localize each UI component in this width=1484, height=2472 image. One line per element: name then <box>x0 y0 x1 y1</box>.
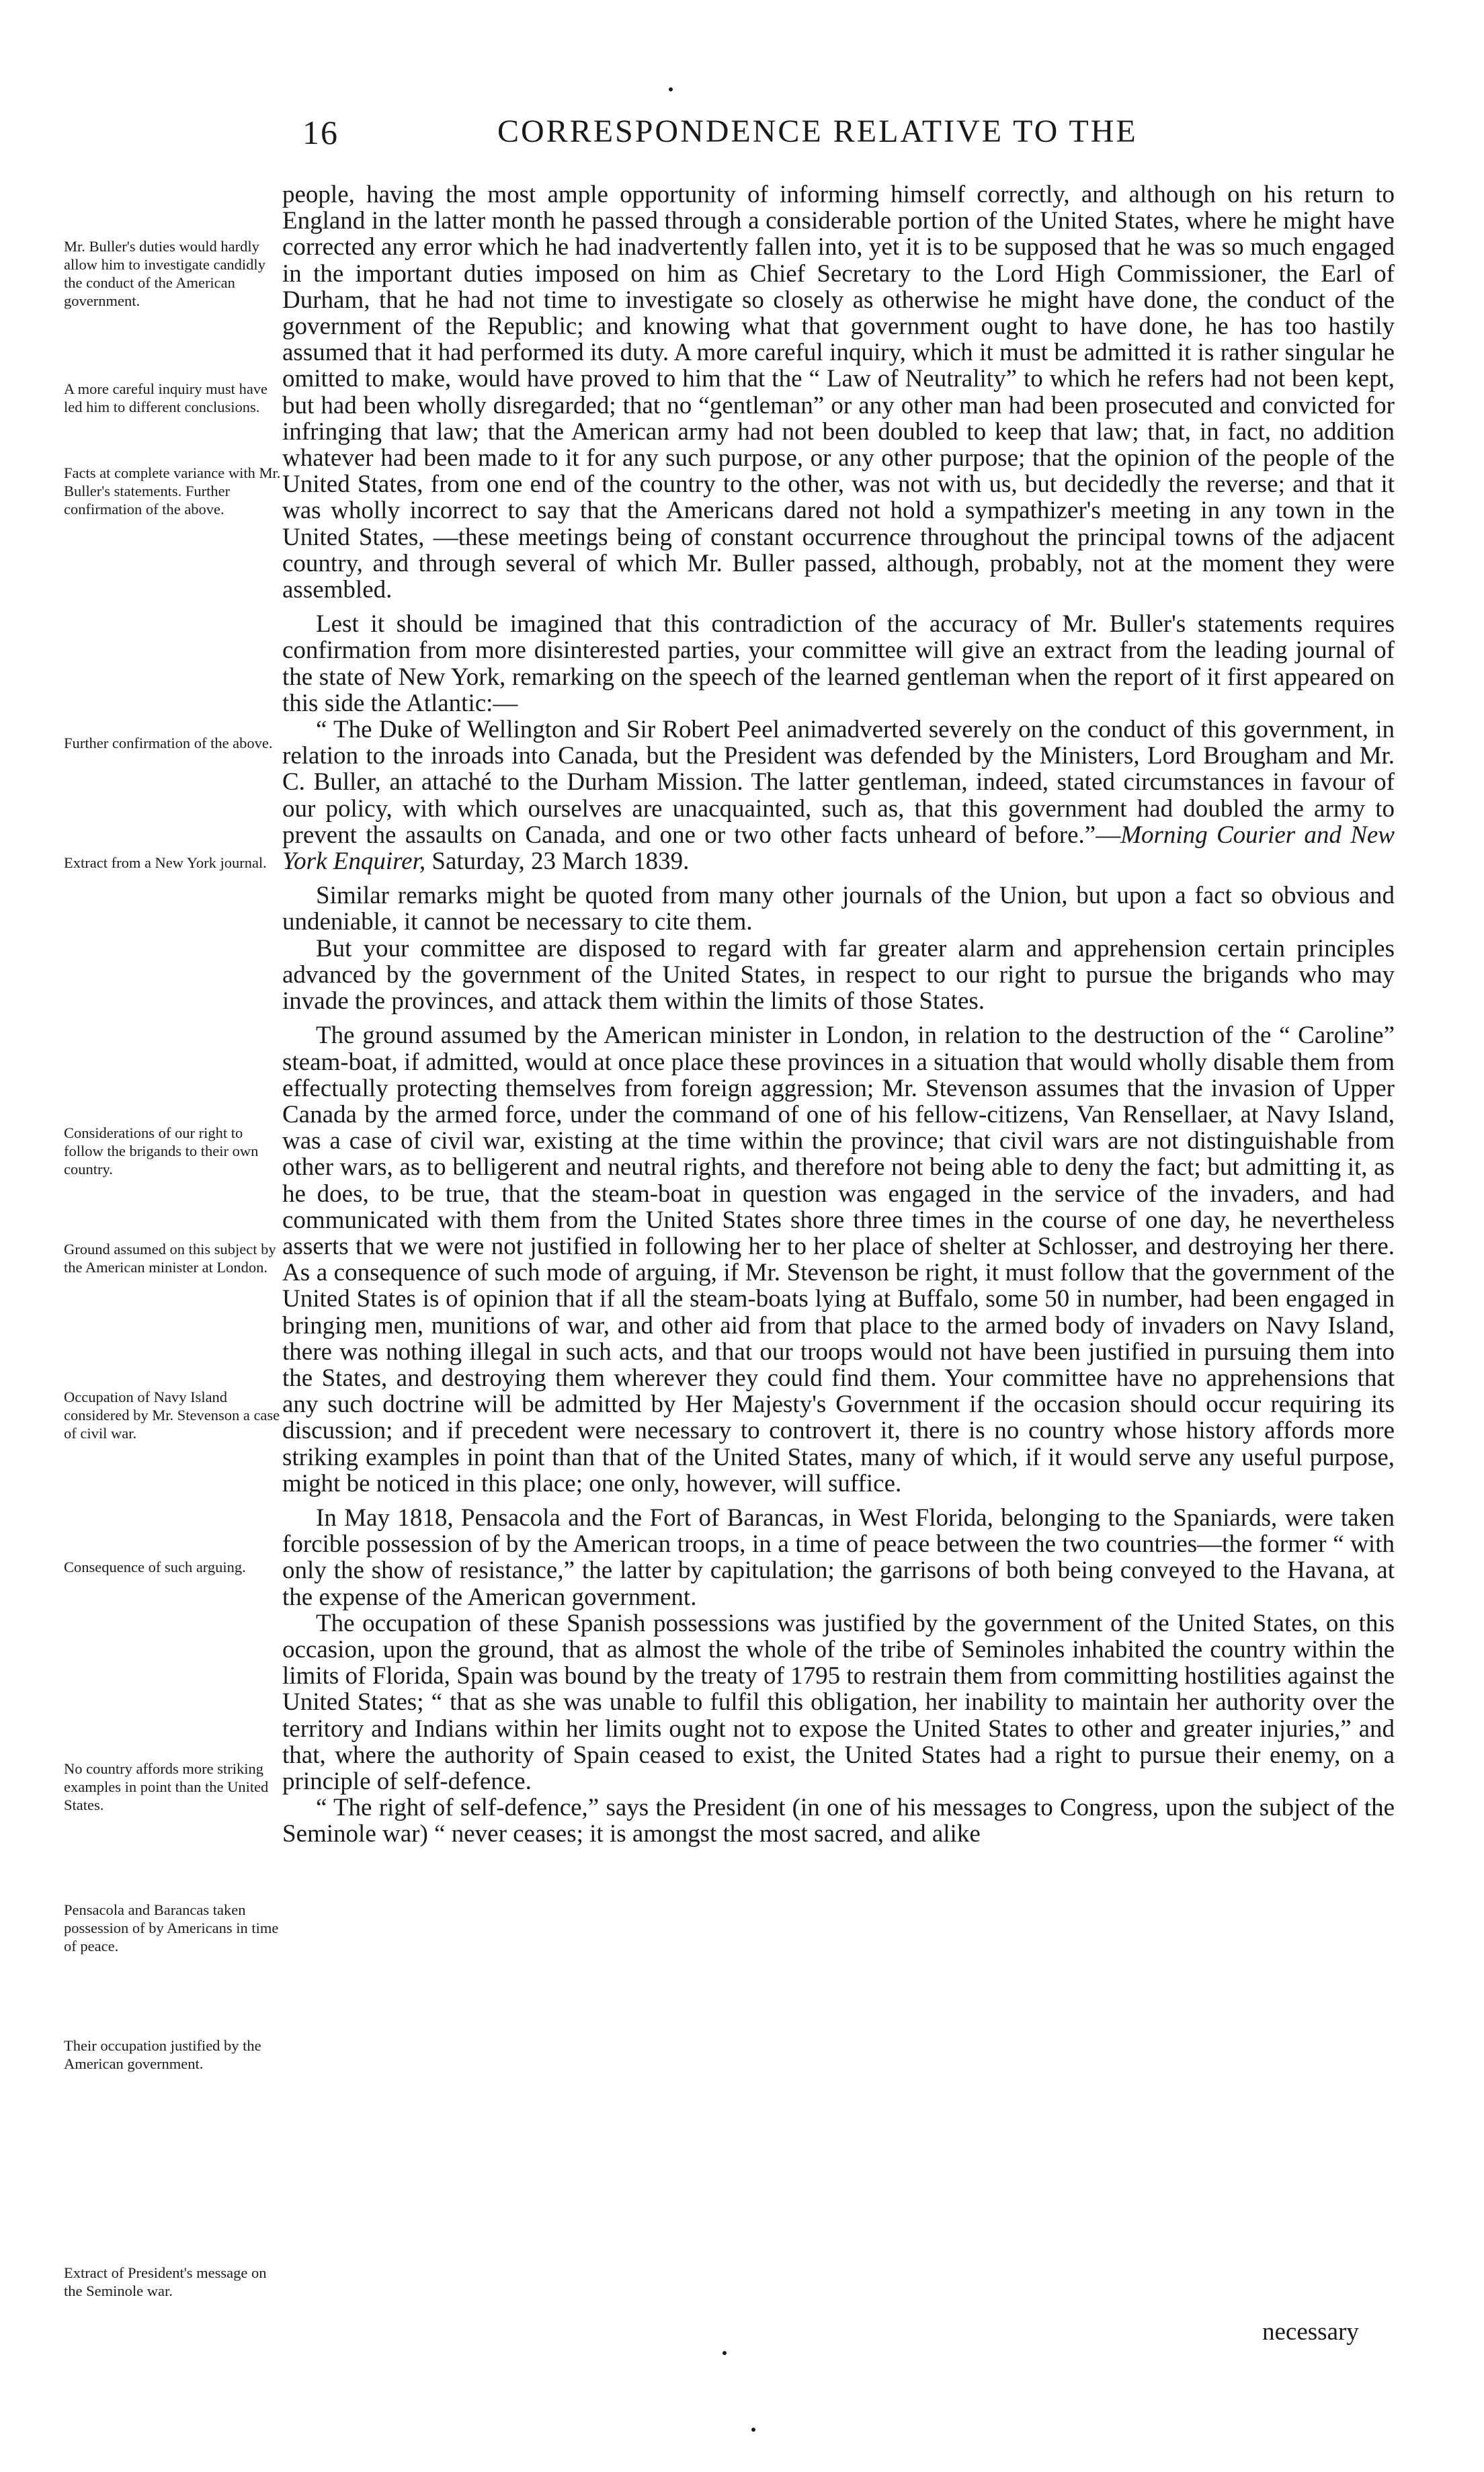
margin-note: Consequence of such arguing. <box>64 1559 246 1575</box>
margin-note: Their occupation justified by the American government. <box>64 2037 261 2072</box>
page-number: 16 <box>302 114 339 151</box>
margin-note: A more careful inquiry must have led him to different conclusions. <box>64 380 268 415</box>
paragraph: The occupation of these Spanish possessions was justified by the government of the United States, on this occasion, upon the ground, that as almost the whole of the tribe of Seminoles inhabited the country within the limits of Florida, Spain was bound by the treaty of 1795 to restrain them from committing hostilities against the United States; “ that as she was unable to fulfil this obligation, her inability to maintain her authority over the territory and Indians within her limits ought not to expose the United States to other and greater injuries,” and that, where the authority of Spain ceased to exist, the United States had a right to pursue their enemy, on a principle of self-defence. <box>282 1609 1395 1795</box>
margin-note: Pensacola and Barancas taken possession of by Americans in time of peace. <box>64 1901 279 1954</box>
margin-note: Ground assumed on this subject by the American minister at London. <box>64 1241 276 1276</box>
quotation <box>282 716 1395 874</box>
quotation-date: Saturday, 23 March 1839. <box>425 848 690 876</box>
body-text <box>282 181 1395 1848</box>
page-header <box>289 113 1398 160</box>
margin-note: Extract of President's message on the Seminole war. <box>64 2264 267 2299</box>
paragraph: The ground assumed by the American minister in London, in relation to the destruction of the “ Caroline” steam-boat, if admitted, would at once place these provinces in a situation that would wholly disable them from effectually protecting themselves from foreign aggression; Mr. Stevenson assumes that the invasion of Upper Canada by the armed force, under the command of one of his fellow-citizens, Van Rensellaer, at Navy Island, was a case of civil war, existing at the time within the province; that civil wars are not distinguishable from other wars, as to belligerent and neutral rights, and therefore not being able to deny the fact; but admitting it, as he does, to be true, that the steam-boat in question was engaged in the service of the invaders, and had communicated with them from the United States shore three times in the course of one day, he nevertheless asserts that we were not justified in following her to her place of shelter at Schlosser, and destroying her there. As a consequence of such mode of arguing, if Mr. Stevenson be right, it must follow that the government of the United States is of opinion that if all the steam-boats lying at Buffalo, some 50 in number, had been engaged in bringing men, munitions of war, and other aid from that place to the armed body of invaders on Navy Island, there was nothing illegal in such acts, and that our troops would not have been justified in pursuing them into the States, and destroying them wherever they could find them. Your committee have no apprehensions that any such doctrine will be admitted by Her Majesty's Government if the occasion should occur requiring its discussion; and if precedent were necessary to controvert it, there is no country whose history affords more striking examples in point than that of the United States, many of which, if it would serve any useful purpose, might be noticed in this place; one only, however, will suffice. <box>282 1022 1395 1497</box>
printer-mark <box>751 2428 755 2432</box>
quotation-text: “ The Duke of Wellington and Sir Robert Peel animadverted severely on the conduct of this government, in relation to the inroads into Canada, but the President was defended by the Ministers, Lord Brougham and Mr. C. Buller, an attaché to the Durham Mission. The latter gentleman, indeed, stated circumstances in favour of our policy, with which ourselves are unacquainted, such as, that this government had doubled the army to prevent the assaults on Canada, and one or two other facts unheard of before.”— <box>282 716 1395 849</box>
paragraph: people, having the most ample opportunity of informing himself correctly, and although on his return to England in the latter month he passed through a considerable portion of the United States, where he might have corrected any error which he had inadvertently fallen into, yet it is to be supposed that he was so much engaged in the important duties imposed on him as Chief Secretary to the Lord High Commissioner, the Earl of Durham, that he had not time to investigate so closely as otherwise he might have done, the conduct of the government of the Republic; and knowing what that government ought to have done, he has too hastily assumed that it had performed its duty. A more careful inquiry, which it must be admitted it is rather singular he omitted to make, would have proved to him that the “ Law of Neutrality” to which he refers had not been kept, but had been wholly disregarded; that no “gentleman” or any other man had been prosecuted and convicted for infringing that law; that the American army had not been doubled to keep that law; that, in fact, no addition whatever had been made to it for any such purpose, or any other purpose; that the opinion of the people of the United States, from one end of the country to the other, was not with us, but decidedly the reverse; and that it was wholly incorrect to say that the Americans dared not hold a sympathizer's meeting in any town in the United States, —these meetings being of constant occurrence throughout the principal towns of the adjacent country, and through several of which Mr. Buller passed, although, probably, not at the moment they were assembled. <box>282 181 1395 604</box>
catchword: necessary <box>1262 2318 1359 2346</box>
margin-note: Occupation of Navy Island considered by Mr. Stevenson a case of civil war. <box>64 1389 280 1442</box>
margin-note: Mr. Buller's duties would hardly allow him to investigate candidly the conduct of the American government. <box>64 238 265 309</box>
margin-note: No country affords more striking examples in point than the United States. <box>64 1760 269 1813</box>
paragraph: In May 1818, Pensacola and the Fort of Barancas, in West Florida, belonging to the Spaniards, were taken forcible possession of by the American troops, in a time of peace between the two countries—the former “ with only the show of resistance,” the latter by capitulation; the garrisons of both being conveyed to the Havana, at the expense of the American government. <box>282 1503 1395 1611</box>
margin-note: Further confirmation of the above. <box>64 735 273 751</box>
paragraph: “ The right of self-defence,” says the President (in one of his messages to Congress, upon the subject of the Seminole war) “ never ceases; it is amongst the most sacred, and alike <box>282 1794 1395 1848</box>
paragraph: Lest it should be imagined that this contradiction of the accuracy of Mr. Buller's statements requires confirmation from more disinterested parties, your committee will give an extract from the leading journal of the state of New York, remarking on the speech of the learned gentleman when the report of it first appeared on this side the Atlantic:— <box>282 610 1395 717</box>
margin-note: Facts at complete variance with Mr. Buller's statements. Further confirmation of the above. <box>64 464 281 518</box>
printer-mark <box>669 87 673 91</box>
printer-mark <box>723 2351 727 2355</box>
running-title: CORRESPONDENCE RELATIVE TO THE <box>497 114 1138 149</box>
margin-note: Extract from a New York journal. <box>64 854 267 871</box>
paragraph: But your committee are disposed to regard with far greater alarm and apprehension certain principles advanced by the government of the United States, in respect to our right to pursue the brigands who may invade the provinces, and attack them within the limits of those States. <box>282 934 1395 1016</box>
paragraph: Similar remarks might be quoted from many other journals of the Union, but upon a fact so obvious and undeniable, it cannot be necessary to cite them. <box>282 882 1395 936</box>
quotation-source: Morning Courier and New York Enquirer, <box>282 821 1395 876</box>
margin-note: Considerations of our right to follow the brigands to their own country. <box>64 1124 259 1178</box>
